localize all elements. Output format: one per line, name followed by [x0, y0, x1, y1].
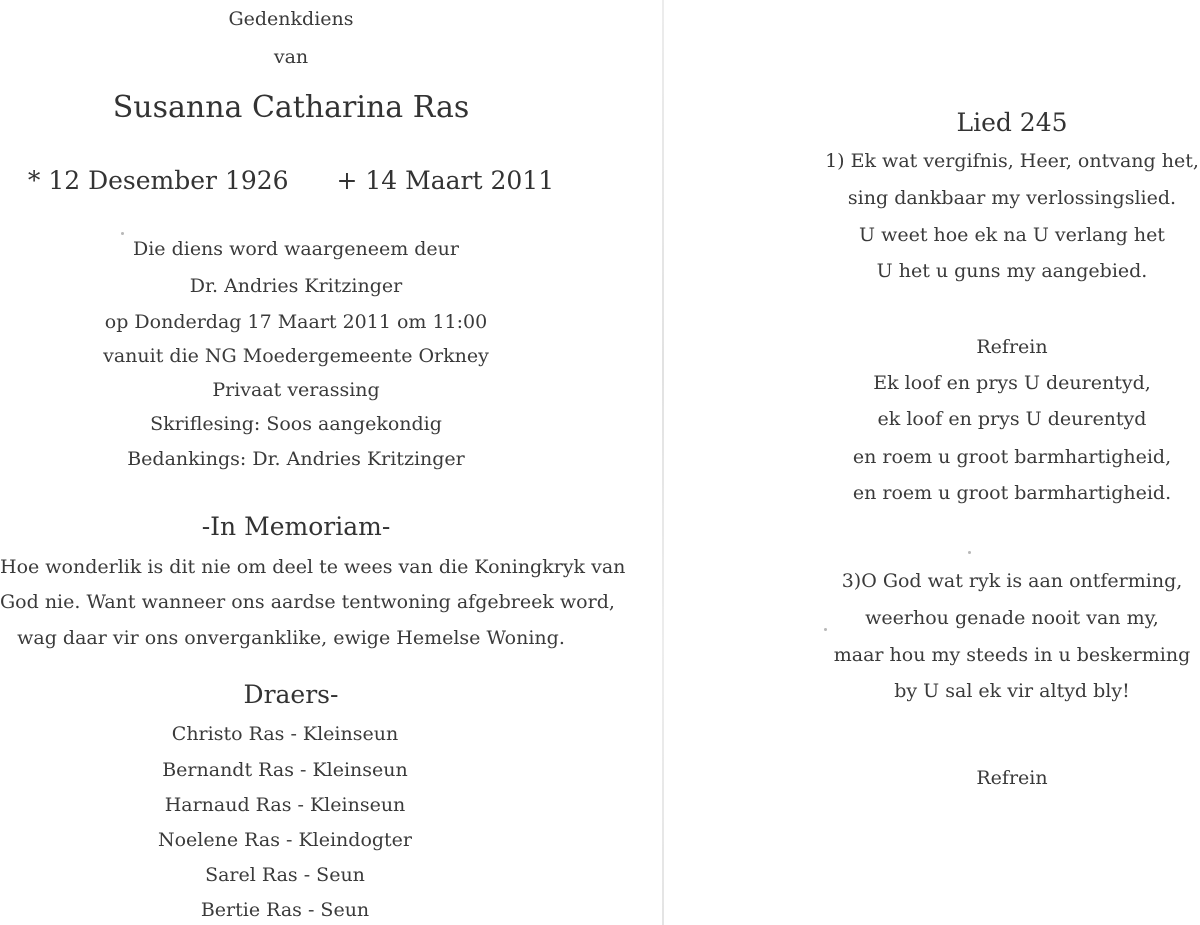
bearer-item: Harnaud Ras - Kleinseun — [164, 794, 406, 816]
refrain-line: en roem u groot barmhartigheid. — [852, 482, 1172, 504]
service-line: Dr. Andries Kritzinger — [189, 275, 403, 297]
bearer-item: Noelene Ras - Kleindogter — [157, 829, 413, 851]
bearers-title: Draers- — [243, 680, 339, 709]
service-line: Die diens word waargeneem deur — [132, 238, 459, 260]
refrain-line: Ek loof en prys U deurentyd, — [873, 372, 1151, 394]
header-line2: van — [273, 46, 309, 68]
refrain-line: en roem u groot barmhartigheid, — [852, 446, 1172, 468]
service-line: Skriflesing: Soos aangekondig — [150, 413, 442, 435]
verse1-line: 1) Ek wat vergifnis, Heer, ontvang het, — [825, 150, 1199, 172]
refrain-title: Refrein — [976, 336, 1048, 358]
memoriam-line: God nie. Want wanneer ons aardse tentwoning afgebreek word, — [0, 591, 615, 613]
verse1-line: U het u guns my aangebied. — [876, 260, 1148, 282]
right-panel — [812, 0, 1200, 925]
verse1-line: U weet hoe ek na U verlang het — [859, 224, 1165, 246]
song-title: Lied 245 — [956, 108, 1068, 137]
bearer-item: Bernandt Ras - Kleinseun — [162, 759, 408, 781]
verse3-line: by U sal ek vir altyd bly! — [894, 680, 1130, 702]
refrain-end: Refrein — [976, 767, 1048, 789]
page-fold — [662, 0, 664, 925]
service-line: Privaat verassing — [212, 379, 380, 401]
verse3-line: weerhou genade nooit van my, — [865, 607, 1159, 629]
refrain-line: ek loof en prys U deurentyd — [877, 408, 1147, 430]
service-line: vanuit die NG Moedergemeente Orkney — [103, 345, 489, 367]
bearer-item: Sarel Ras - Seun — [205, 864, 365, 886]
header-line1: Gedenkdiens — [228, 8, 354, 30]
bearer-item: Bertie Ras - Seun — [200, 899, 370, 921]
deceased-name: Susanna Catharina Ras — [112, 90, 470, 125]
verse1-line: sing dankbaar my verlossingslied. — [847, 187, 1177, 209]
service-line: Bedankings: Dr. Andries Kritzinger — [127, 448, 465, 470]
memoriam-line: Hoe wonderlik is dit nie om deel te wees van die Koningkryk van — [0, 556, 626, 578]
verse3-line: maar hou my steeds in u beskerming — [833, 644, 1191, 666]
service-line: op Donderdag 17 Maart 2011 om 11:00 — [104, 311, 488, 333]
birth-date: * 12 Desember 1926 — [27, 166, 289, 195]
bearer-item: Christo Ras - Kleinseun — [171, 723, 399, 745]
verse3-line: 3)O God wat ryk is aan ontferming, — [841, 570, 1183, 592]
memoriam-title: -In Memoriam- — [201, 512, 391, 541]
dates-line — [0, 166, 582, 195]
memoriam-line: wag daar vir ons onverganklike, ewige Hemelse Woning. — [17, 627, 565, 649]
death-date: + 14 Maart 2011 — [336, 166, 555, 195]
